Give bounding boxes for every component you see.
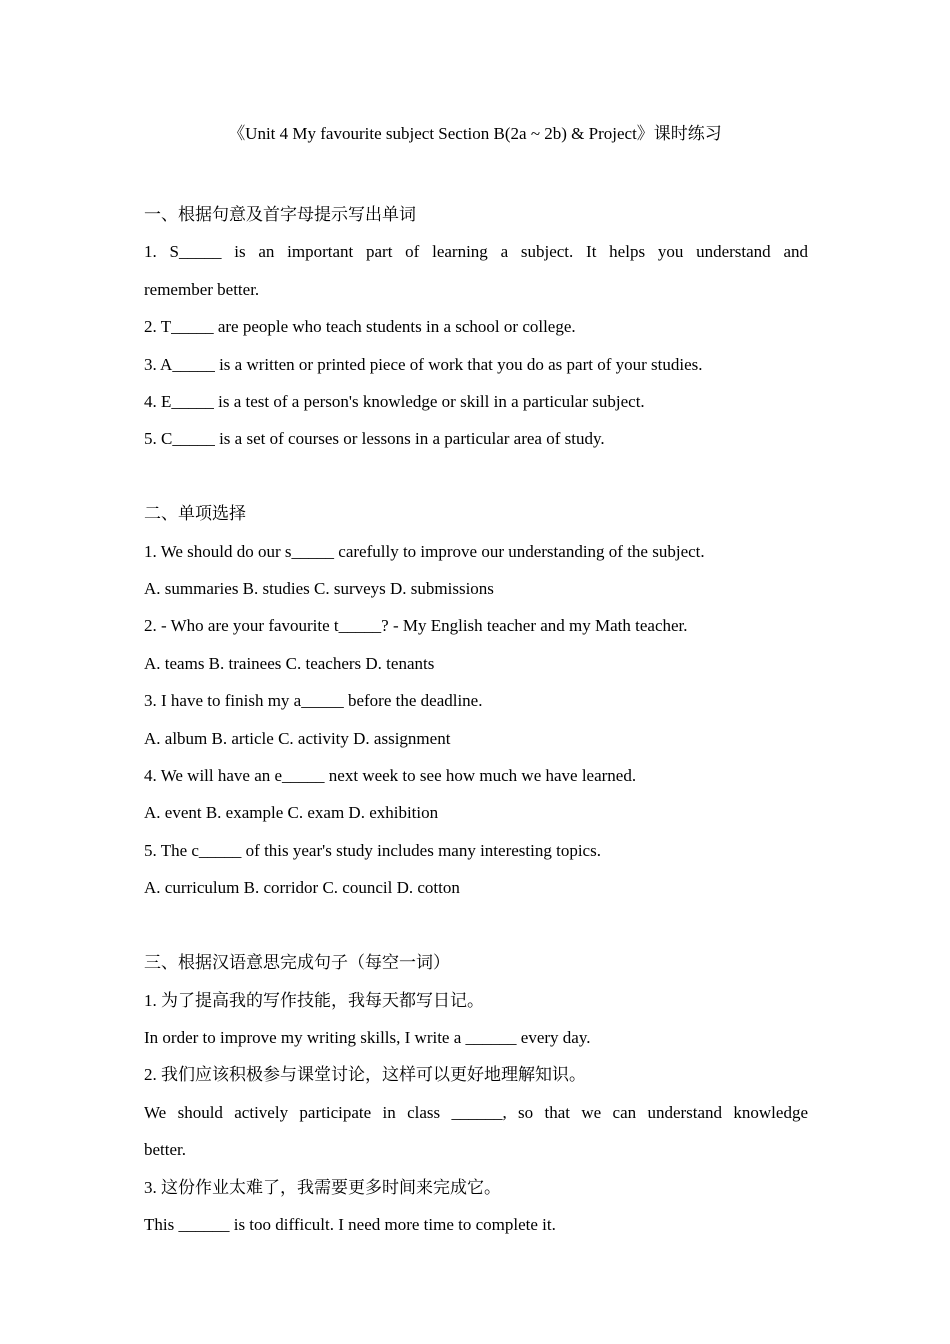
s3-question-1-chinese: 1. 为了提高我的写作技能，我每天都写日记。 — [144, 990, 484, 1010]
section-gap — [144, 458, 808, 495]
s1-question-5: 5. C_____ is a set of courses or lessons in a particular area of study. — [144, 429, 605, 449]
section-gap — [144, 907, 808, 944]
s1-question-3: 3. A_____ is a written or printed piece of work that you do as part of your studies. — [144, 354, 703, 374]
s1-question-1-line-1: 1. S_____ is an important part of learning a subject. It helps you understand and — [144, 242, 808, 262]
s2-question-2: 2. - Who are your favourite t_____? - My English teacher and my Math teacher. — [144, 616, 688, 636]
section-1-heading: 一、根据句意及首字母提示写出单词 — [144, 205, 416, 224]
s2-question-5-options: A. curriculum B. corridor C. council D. cotton — [144, 878, 460, 898]
s2-question-5: 5. The c_____ of this year's study includes many interesting topics. — [144, 840, 601, 860]
s3-question-1-english: In order to improve my writing skills, I write a ______ every day. — [144, 1027, 591, 1047]
s2-question-2-options: A. teams B. trainees C. teachers D. tenants — [144, 653, 435, 673]
section-3-heading: 三、根据汉语意思完成句子（每空一词） — [144, 953, 450, 973]
s3-question-2-chinese: 2. 我们应该积极参与课堂讨论，这样可以更好地理解知识。 — [144, 1065, 586, 1085]
s2-question-1-options: A. summaries B. studies C. surveys D. submissions — [144, 579, 494, 599]
s1-question-1-line-2: remember better. — [144, 279, 260, 299]
s1-question-2: 2. T_____ are people who teach students in a school or college. — [144, 317, 576, 337]
s3-question-3-english: This ______ is too difficult. I need more time to complete it. — [144, 1214, 556, 1234]
s3-question-2-english-line-1: We should actively participate in class ______, so that we can understand knowledge — [144, 1102, 808, 1122]
worksheet-body — [144, 196, 808, 1243]
s3-question-2-english-line-2: better. — [144, 1140, 187, 1160]
s3-question-3-chinese: 3. 这份作业太难了，我需要更多时间来完成它。 — [144, 1177, 501, 1197]
s1-question-4: 4. E_____ is a test of a person's knowledge or skill in a particular subject. — [144, 392, 645, 412]
section-2-heading: 二、单项选择 — [144, 504, 246, 524]
s2-question-4: 4. We will have an e_____ next week to see how much we have learned. — [144, 766, 637, 786]
s2-question-3: 3. I have to finish my a_____ before the deadline. — [144, 691, 483, 711]
page-title: 《Unit 4 My favourite subject Section B(2a ~ 2b) & Project》课时练习 — [228, 124, 722, 143]
s2-question-3-options: A. album B. article C. activity D. assignment — [144, 728, 451, 748]
s2-question-4-options: A. event B. example C. exam D. exhibition — [144, 803, 439, 823]
s2-question-1: 1. We should do our s_____ carefully to improve our understanding of the subject. — [144, 541, 705, 561]
